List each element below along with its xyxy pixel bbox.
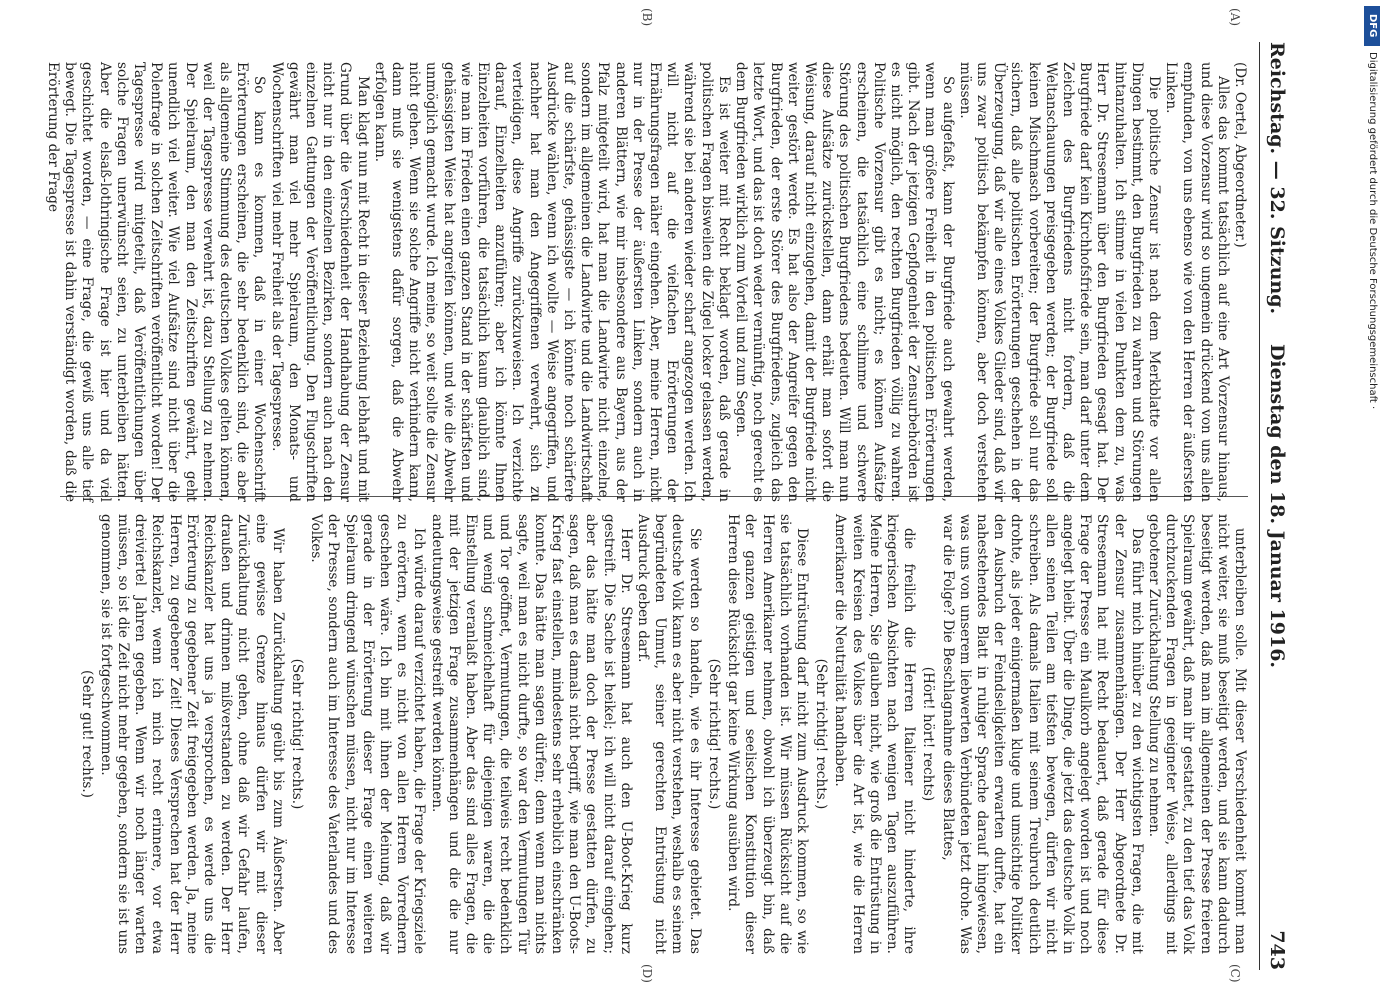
margin-marker-c: (C) (1228, 964, 1242, 983)
left-column (44, 62, 1248, 503)
margin-marker-d: (D) (640, 964, 654, 983)
interjection: (Sehr richtig! rechts.) (813, 658, 830, 810)
digitization-credit (1364, 2, 1380, 982)
paragraph: die freilich die Herren Italiener nicht hinderte, ihre kriegerischen Absichten nach wenigen Tagen auszuführen. Meine Herren, Sie glauben nicht, wie groß die Entrüstung in weiten Kreisen des Volkes über die Art ist, wie die Herren Amerikaner die Neutralität handhaben. (832, 514, 918, 954)
paragraph: Diese Entrüstung darf nicht zum Ausdruck kommen, so wie sie tatsächlich vorhanden ist. Wir müssen Rücksicht auf die Herren Amerikaner nehmen, obwohl ich überzeugt bin, daß der ganzen geistigen und seelischen Konstitution dieser Herren diese Rücksicht gar keine Wirkung ausüben wird. (725, 514, 810, 954)
paragraph: So aufgefaßt, kann der Burgfriede auch gewahrt werden, wenn man größere Freiheit in den politischen Erörterungen gibt. Nach der jetzigen Gepflogenheit der Zensurbehörden ist es nicht möglich, den rechten Burgfrieden völlig zu wahren. Politische Vorzensur gibt es nicht; es können Aufsätze erscheinen, die tatsächlich eine schlimme und schwere Störung des politischen Burgfriedens bedeuten. Will man nun diese Aufsätze zurückstellen, dann erhält man sofort die Weisung, darauf nicht einzugehen, damit der Burgfriede nicht weiter gestört werde. Es hat also der Angreifer gegen den Burgfrieden, der erste Störer des Burgfriedens, zugleich das letzte Wort, und das ist doch weder vernünftig, noch gerecht es dem Burgfrieden wirklich zum Vorteil und zum Segen. (733, 62, 956, 503)
margin-marker-a: (A) (1228, 8, 1242, 27)
page-header (1259, 42, 1300, 970)
speaker-line: (Dr. Oertel, Abgeordneter.) (1232, 62, 1248, 248)
rotated-page (30, 2, 1320, 1000)
paragraph: Wir haben Zurückhaltung geübt bis zum Äußersten. Aber eine gewisse Grenze hinaus dürfen wir mit dieser Zurückhaltung nicht gehen, ohne daß wir Gefahr laufen, draußen und drinnen mißverstanden zu werden. Der Herr Reichskanzler hat uns ja versprochen, es werde uns die Erörterung zu gegebener Zeit freigegeben werden. Ja, meine Herren, zu gegebener Zeit! Dieses Versprechen hat der Herr Reichskanzler, wenn ich mich recht erinnere, vor etwa dreiviertel Jahren gegeben. Wenn wir noch länger warten müssen, so ist die Zeit nicht mehr gegeben, sondern sie ist uns genommen, sie ist fortgeschwommen. (97, 514, 286, 954)
header-date: Dienstag den 18. Januar 1916. (1266, 343, 1288, 669)
right-column (60, 514, 1248, 954)
interjection: (Sehr gut! rechts.) (78, 670, 95, 798)
paragraph: So kann es kommen, daß in einer Wochenschrift Erörterungen erscheinen, die sehr bedenklich sind, die aber als allgemeine Stimmung des deutschen Volkes gelten können, weil der Tagespresse verwehrt ist, dazu Stellung zu nehmen. Der Spielraum, den man den Zeitschriften gewährt, geht unendlich viel weiter. Wie viel Aufsätze sind nicht über die Polenfrage in solchen Zeitschriften veröffentlicht worden! Der Tagespresse wird mitgeteilt, daß Veröffentlichungen über solche Fragen unerwünscht seien, zu unterbleiben hätten. Aber die elsaß-lothringische Frage ist hier und da viel geschichtet worden, — eine Frage, die gewiß uns alle tief bewegt. Die Tagespresse ist dahin verständigt worden, daß die Erörterung der Frage (44, 62, 268, 502)
paragraph: Die politische Zensur ist nach dem Merkblatte vor allen Dingen bestimmt, den Burgfrieden zu wahren und Störungen hintanzuhalten. Ich stimme in vielen Punkten dem zu, was Herr Dr. Stresemann über den Burgfrieden gesagt hat. Der Burgfriede darf kein Kirchhofsfriede sein, man darf unter dem Zeichen des Burgfriedens nicht fordern, daß die Weltanschauungen preisgegeben werden; der Burgfriede soll keinen Mischmasch vorbereiten; der Burgfriede soll nur das sichern, daß alle politischen Erörterungen geschehen in der Überzeugung, daß wir alle eines Volkes Glieder sind, daß wir uns zwar politisch bekämpfen können, aber doch verstehen müssen. (956, 62, 1162, 502)
dfg-logo: DFG (1364, 6, 1380, 46)
paragraph: Das führt mich hinüber zu den wichtigsten Fragen, die mit der Zensur zusammenhängen. Der Herr Abgeordnete Dr. Stresemann hat mit Recht bedauert, daß gerade für diese Frage der Presse ein Maulkorb angelegt worden ist und noch angelegt bleibt. Über die Dinge, die jetzt das deutsche Volk in allen seinen Teilen am tiefsten bewegen, dürfen wir nicht schreiben. Als damals Italien mit seinem Treubruch deutlich drohte, als jeder einigermaßen kluge und umsichtige Politiker den Ausbruch der Feindseligkeiten erwarten durfte, hat ein nahestehendes Blatt in ruhiger Sprache darauf hingewiesen, was uns von unserem liebwerten Verbündeten jetzt drohe. Was war die Folge? Die Beschlagnahme dieses Blattes, (939, 514, 1145, 954)
paragraph: Es ist weiter mit Recht beklagt worden, daß gerade in politischen Fragen bisweilen die Zügel locker gelassen werden, während sie bei anderen wieder scharf angezogen werden. Ich will nicht auf die vielfachen Erörterungen der Ernährungsfragen näher eingehen. Aber, meine Herren, nicht nur in der Presse der äußersten Linken, sondern auch in anderen Blättern, wie mir insbesondere aus Bayern, aus der Pfalz mitgeteilt wird, hat man die Landwirte nicht einzelne, sondern im allgemeinen die Landwirte und die Landwirtschaft auf die schärfste, gehässigste — ich könnte noch schärfere Ausdrücke wählen, wenn ich wollte — Weise angegriffen, und nachher hat man den Angegriffenen verwehrt, sich zu verteidigen, diese Angriffe zurückzuweisen. Ich verzichte darauf, Einzelheiten anzuführen; aber ich könnte Ihnen Einzelheiten vorführen, die tatsächlich kaum glaublich sind, wie man im Frieden einen ganzen Stand in der schärfsten und gehässigsten Weise hat angreifen können, und wie die Abwehr unmöglich gemacht wurde. Ich meine, so weit sollte die Zensur nicht gehen. Wenn sie solche Angriffe nicht verhindern kann, dann muß sie wenigstens dafür sorgen, daß die Abwehr erfolgen kann. (371, 62, 732, 502)
credit-text: Digitalisierung gefördert durch die Deutsche Forschungsgemeinschaft · (1367, 52, 1378, 410)
interjection: (Sehr richtig! rechts.) (289, 658, 306, 810)
interjection: (Sehr richtig! rechts.) (705, 658, 722, 810)
paragraph: Alles das kommt tatsächlich auf eine Art Vorzensur hinaus, und diese Vorzensur wird so ungemein drückend von uns allen empfunden, von uns ebenso wie von den Herren der äußersten Linken. (1163, 62, 1231, 502)
paragraph: Herr Dr. Stresemann hat auch den U-Boot-Krieg kurz gestreift. Die Sache ist heikel; ich will nicht darauf eingehen; aber das hätte man doch der Presse gestatten dürfen, zu sagen, daß man es damals nicht begriff, wie man den U-Boots-Krieg fast einstellen, mindestens sehr erheblich einschränken konnte. Das hätte man sagen dürfen; denn wenn man nichts sagte, weil man es nicht durfte, so war den Vermutungen Tür und Tor geöffnet, Vermutungen, die teilweis recht bedenklich und wenig schmeichelhaft für diejenigen waren, die die Einstellung veranlaßt haben. Aber das sind alles Fragen, die mit der jetzigen Frage zusammenhängen und die die nur andeutungsweise gestreift werden können. (428, 514, 634, 954)
margin-marker-b: (B) (640, 8, 654, 27)
paragraph: unterbleiben solle. Mit dieser Verschiedenheit kommt man nicht weiter, sie muß beseitigt werden, und sie kann dadurch beseitigt werden, daß man im allgemeinen der Presse freieren Spielraum gewährt, daß man ihr gestattet, zu den tief das Volk durchzuckenden Fragen in geeigneter Weise, allerdings mit gebotener Zurückhaltung Stellung zu nehmen. (1145, 514, 1248, 954)
page-number: 743 (1266, 930, 1288, 970)
paragraph: Sie werden so handeln, wie es ihr Interesse gebietet. Das deutsche Volk kann es aber nicht verstehen, weshalb es seinem begründeten Unmut, seiner gerechten Entrüstung nicht Ausdruck geben darf. (635, 514, 703, 954)
header-session: Reichstag. — 32. Sitzung. (1266, 42, 1288, 315)
paragraph: Man klagt nun mit Recht in dieser Beziehung lebhaft und mit Grund über die Verschiedenheit der Handhabung der Zensur nicht nur in den einzelnen Bezirken, sondern auch nach den einzelnen Gattungen der Veröffentlichung. Den Flugschriften gewährt man viel mehr Spielraum, den Monats- und Wochenschriften viel mehr Freiheit als der Tagespresse. (268, 62, 371, 502)
paragraph: Ich würde darauf verzichtet haben, die Frage der Kriegsziele zu erörtern, wenn es nicht von allen Herren Vorrednern geschehen wäre. Ich bin mit ihnen der Meinung, daß wir gerade in der Erörterung dieser Frage einen weiteren Spielraum dringend wünschen müssen, nicht nur im Interesse der Presse, sondern auch im Interesse des Vaterlandes und des Volkes. (308, 514, 428, 954)
interjection: (Hört! hört! rechts) (920, 666, 937, 802)
